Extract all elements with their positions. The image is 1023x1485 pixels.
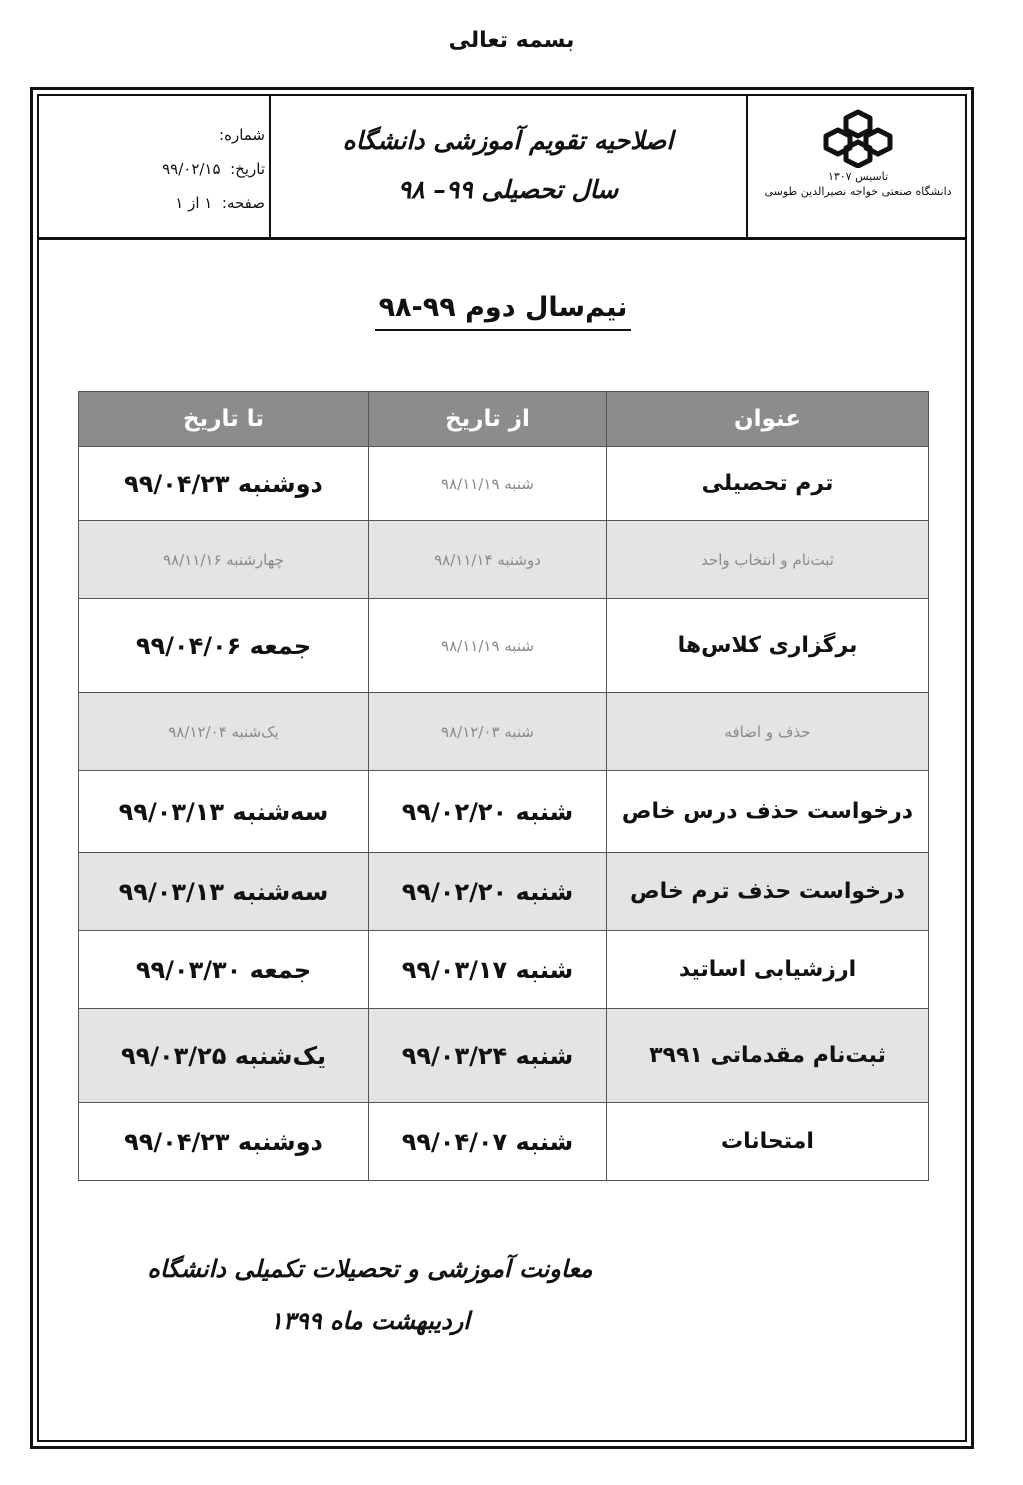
title-line-1: اصلاحیه تقویم آموزشی دانشگاه — [342, 126, 674, 155]
page-value: ۱ از ۱ — [175, 194, 213, 212]
cell-to: سه‌شنبه ۹۹/۰۳/۱۳ — [79, 771, 369, 853]
header-divider — [269, 94, 271, 237]
cell-to: دوشنبه ۹۹/۰۴/۲۳ — [79, 447, 369, 521]
established-text: تاسیس ۱۳۰۷ — [827, 170, 889, 183]
cell-title: امتحانات — [607, 1103, 929, 1181]
semester-title-text: نیم‌سال دوم ۹۹-۹۸ — [375, 292, 632, 331]
table-row — [79, 771, 929, 853]
title-line-2: سال تحصیلی ۹۹– ۹۸ — [397, 175, 619, 204]
meta-page — [117, 186, 265, 220]
cell-title: درخواست حذف درس خاص — [607, 771, 929, 853]
cell-from: شنبه ۹۹/۰۲/۲۰ — [369, 853, 607, 931]
signature-block — [0, 1245, 740, 1349]
cell-to: دوشنبه ۹۹/۰۴/۲۳ — [79, 1103, 369, 1181]
document-header — [37, 94, 967, 240]
meta-number — [117, 118, 265, 152]
cell-to: یک‌شنبه ۹۸/۱۲/۰۴ — [79, 693, 369, 771]
cell-title: ثبت‌نام و انتخاب واحد — [607, 521, 929, 599]
cell-from: شنبه ۹۸/۱۱/۱۹ — [369, 599, 607, 693]
table-row — [79, 853, 929, 931]
cell-from: شنبه ۹۹/۰۳/۲۴ — [369, 1009, 607, 1103]
cell-from: شنبه ۹۸/۱۲/۰۳ — [369, 693, 607, 771]
date-label: تاریخ: — [230, 160, 265, 178]
university-emblem-icon — [818, 108, 898, 168]
cell-to: جمعه ۹۹/۰۳/۳۰ — [79, 931, 369, 1009]
table-header-row — [79, 392, 929, 447]
cell-from: شنبه ۹۹/۰۲/۲۰ — [369, 771, 607, 853]
cell-from: دوشنبه ۹۸/۱۱/۱۴ — [369, 521, 607, 599]
cell-to: یک‌شنبه ۹۹/۰۳/۲۵ — [79, 1009, 369, 1103]
signature-office: معاونت آموزشی و تحصیلات تکمیلی دانشگاه — [147, 1254, 593, 1283]
cell-from: شنبه ۹۸/۱۱/۱۹ — [369, 447, 607, 521]
cell-from: شنبه ۹۹/۰۳/۱۷ — [369, 931, 607, 1009]
university-logo — [749, 102, 967, 232]
basmala-heading: بسمه تعالی — [448, 28, 575, 53]
table-row — [79, 931, 929, 1009]
number-label: شماره: — [219, 126, 265, 144]
meta-date — [117, 152, 265, 186]
signature-date: اردیبهشت ماه ۱۳۹۹ — [270, 1306, 470, 1335]
cell-title: ترم تحصیلی — [607, 447, 929, 521]
column-header-from: از تاریخ — [369, 392, 607, 447]
table-row — [79, 447, 929, 521]
cell-title: حذف و اضافه — [607, 693, 929, 771]
document-title — [273, 116, 743, 214]
cell-to: چهارشنبه ۹۸/۱۱/۱۶ — [79, 521, 369, 599]
table-row — [79, 693, 929, 771]
table-row — [79, 1009, 929, 1103]
table-row — [79, 1103, 929, 1181]
cell-title: برگزاری کلاس‌ها — [607, 599, 929, 693]
semester-title — [0, 292, 1006, 331]
academic-calendar-table — [78, 391, 929, 1181]
page-label: صفحه: — [221, 194, 265, 212]
university-name: دانشگاه صنعتی خواجه نصیرالدین طوسی — [764, 185, 952, 198]
table-row — [79, 599, 929, 693]
cell-to: جمعه ۹۹/۰۴/۰۶ — [79, 599, 369, 693]
date-value: ۹۹/۰۲/۱۵ — [162, 160, 221, 178]
cell-title: ثبت‌نام مقدماتی ۳۹۹۱ — [607, 1009, 929, 1103]
table-row — [79, 521, 929, 599]
cell-to: سه‌شنبه ۹۹/۰۳/۱۳ — [79, 853, 369, 931]
column-header-to: تا تاریخ — [79, 392, 369, 447]
column-header-title: عنوان — [607, 392, 929, 447]
cell-title: درخواست حذف ترم خاص — [607, 853, 929, 931]
document-meta — [117, 118, 265, 220]
cell-from: شنبه ۹۹/۰۴/۰۷ — [369, 1103, 607, 1181]
cell-title: ارزشیابی اساتید — [607, 931, 929, 1009]
header-divider — [746, 94, 748, 237]
